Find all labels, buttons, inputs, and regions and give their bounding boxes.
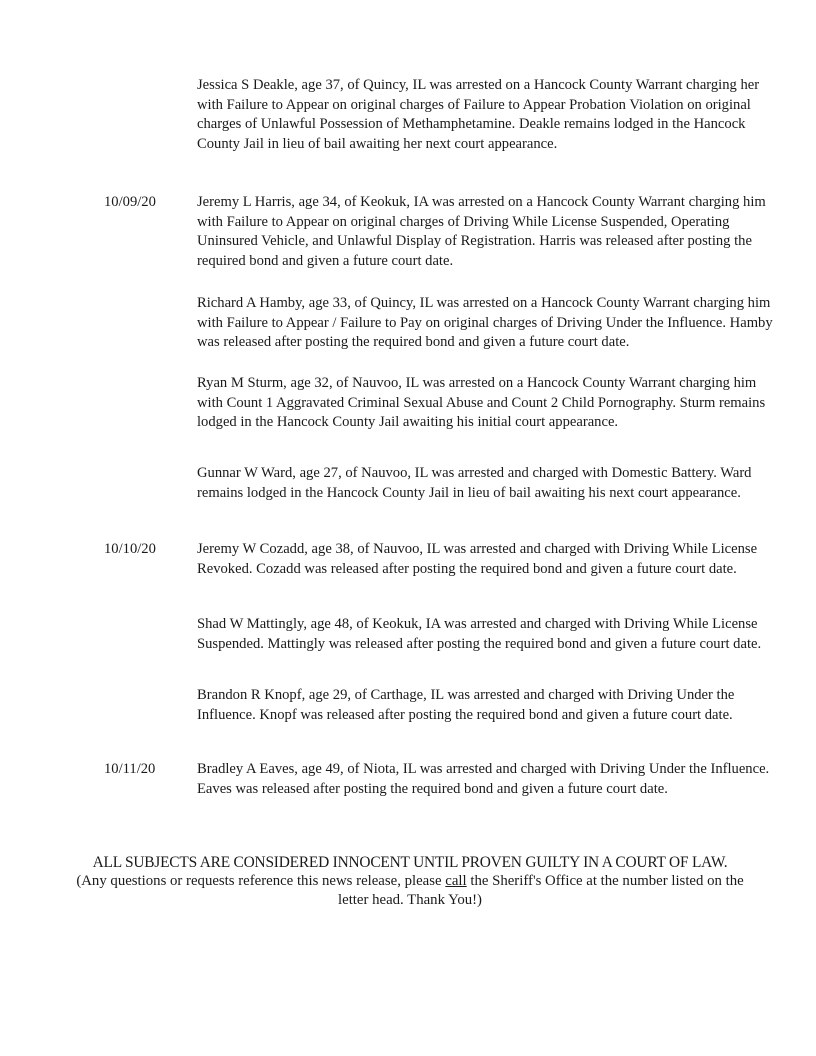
contact-note	[60, 872, 760, 910]
arrest-record: Gunnar W Ward, age 27, of Nauvoo, IL was arrested and charged with Domestic Battery. Ward remains lodged in the Hancock County Jail in lieu of bail awaiting his next court appearance.	[197, 465, 752, 501]
arrest-record: Jeremy L Harris, age 34, of Keokuk, IA was arrested on a Hancock County Warrant charging him with Failure to Appear on original charges of Driving While License Suspended, Operating Uninsured Vehicle, and Unlawful Display of Registration. Harris was released after posting the required bond and given a future court date.	[197, 194, 766, 269]
arrest-record: Bradley A Eaves, age 49, of Niota, IL was arrested and charged with Driving Under the Influence. Eaves was released after posting the required bond and given a future court date.	[197, 761, 770, 797]
arrest-record: Richard A Hamby, age 33, of Quincy, IL was arrested on a Hancock County Warrant charging him with Failure to Appear / Failure to Pay on original charges of Driving Under the Influence. Hamby was released after posting the required bond and given a future court date.	[197, 295, 773, 351]
contact-note-end: the Sheriff's Office at the number listed on the letter head. Thank You!)	[338, 873, 744, 908]
record-date: 10/11/20	[104, 761, 156, 777]
arrest-record: Shad W Mattingly, age 48, of Keokuk, IA was arrested and charged with Driving While License Suspended. Mattingly was released after posting the required bond and given a future court date.	[197, 616, 762, 652]
record-date: 10/09/20	[104, 194, 156, 210]
arrest-record: Ryan M Sturm, age 32, of Nauvoo, IL was arrested on a Hancock County Warrant charging him with Count 1 Aggravated Criminal Sexual Abuse and Count 2 Child Pornography. Sturm remains lodged in the Hancock County Jail awaiting his initial court appearance.	[197, 375, 766, 431]
arrest-record: Jeremy W Cozadd, age 38, of Nauvoo, IL was arrested and charged with Driving While License Revoked. Cozadd was released after posting the required bond and given a future court date.	[197, 541, 758, 577]
arrest-record: Jessica S Deakle, age 37, of Quincy, IL was arrested on a Hancock County Warrant charging her with Failure to Appear on original charges of Failure to Appear Probation Violation on original charges of Unlawful Possession of Methamphetamine. Deakle remains lodged in the Hancock County Jail in lieu of bail awaiting her next court appearance.	[197, 77, 760, 152]
innocence-statement: ALL SUBJECTS ARE CONSIDERED INNOCENT UNTIL PROVEN GUILTY IN A COURT OF LAW.	[92, 854, 728, 871]
arrest-record: Brandon R Knopf, age 29, of Carthage, IL was arrested and charged with Driving Under the Influence. Knopf was released after posting the required bond and given a future court date.	[197, 687, 735, 723]
record-date: 10/10/20	[104, 541, 156, 557]
call-link: call	[445, 873, 467, 889]
innocence-notice	[60, 853, 760, 910]
contact-note-start: (Any questions or requests reference this news release, please	[76, 873, 446, 889]
